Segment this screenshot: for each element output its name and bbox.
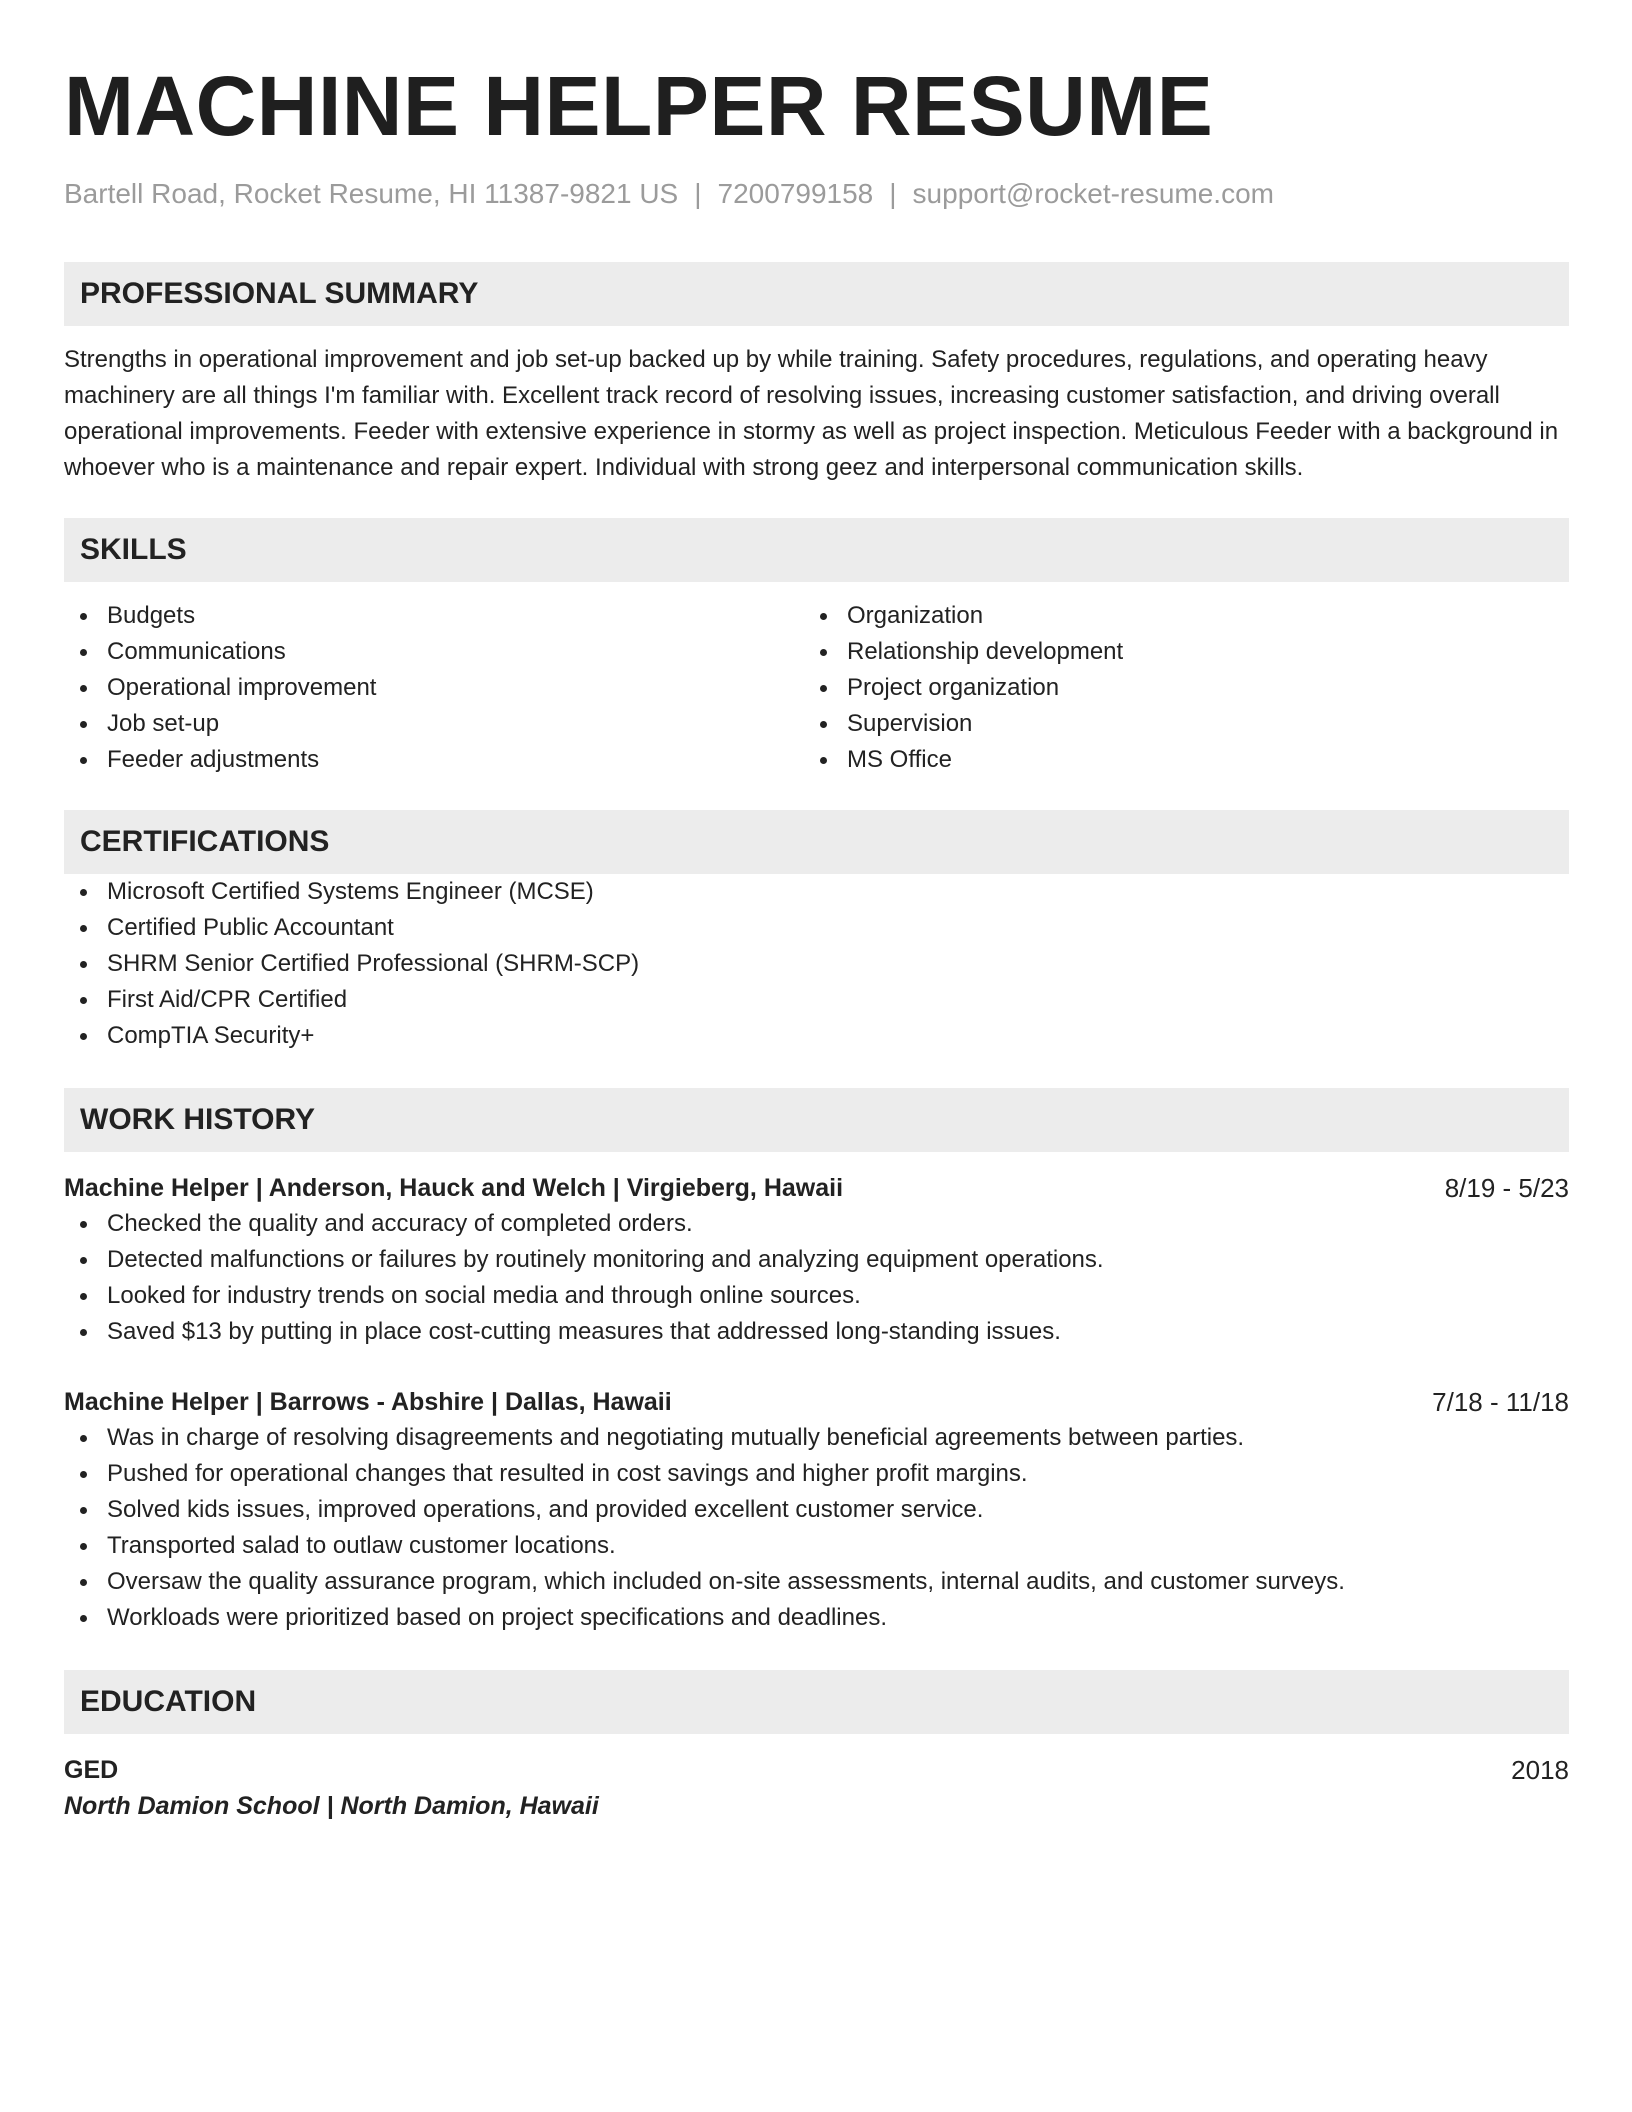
bullet-icon (80, 1507, 87, 1514)
skill-label: Communications (107, 638, 286, 665)
job-dates: 7/18 - 11/18 (1432, 1387, 1569, 1417)
bullet-icon (80, 1579, 87, 1586)
bullet-icon (80, 685, 87, 692)
skill-label: Operational improvement (107, 674, 377, 701)
certification-label: Microsoft Certified Systems Engineer (MCSE) (107, 878, 594, 905)
contact-phone: 7200799158 (717, 178, 874, 209)
skill-label: Feeder adjustments (107, 746, 320, 773)
list-item (64, 1528, 1569, 1564)
list-item (64, 1492, 1569, 1528)
list-item (64, 670, 804, 706)
bullet-icon (80, 1221, 87, 1228)
job-title-line: Machine Helper | Anderson, Hauck and Welch | Virgieberg, Hawaii (64, 1174, 844, 1202)
bullet-icon (80, 613, 87, 620)
list-item (64, 742, 804, 778)
list-item (804, 706, 1544, 742)
bullet-icon (80, 1329, 87, 1336)
section-heading-work-history: WORK HISTORY (64, 1088, 1569, 1152)
skill-label: Job set-up (107, 710, 220, 737)
job-entry (64, 1384, 1569, 1636)
list-item (64, 1600, 1569, 1636)
bullet-icon (80, 925, 87, 932)
list-item (64, 1278, 1569, 1314)
list-item (64, 1456, 1569, 1492)
job-header (64, 1384, 1569, 1420)
certifications-list (64, 874, 1569, 1054)
bullet-icon (820, 685, 827, 692)
job-bullet-list (64, 1420, 1569, 1636)
job-bullet-text: Transported salad to outlaw customer locations. (107, 1532, 616, 1559)
list-item (64, 1420, 1569, 1456)
bullet-icon (80, 997, 87, 1004)
bullet-icon (80, 889, 87, 896)
list-item (64, 634, 804, 670)
job-bullet-text: Saved $13 by putting in place cost-cutting measures that addressed long-standing issues. (107, 1318, 1061, 1345)
job-header (64, 1170, 1569, 1206)
list-item (64, 1314, 1569, 1350)
summary-text: Strengths in operational improvement and job set-up backed up by while training. Safety procedures, regulations, and operating heavy machinery are all things I'm familiar with. Excellent track record of resolving issues, increasing customer satisfaction, and driving overall operational improvements. Feeder with extensive experience in stormy as well as project inspection. Meticulous Feeder with a background in whoever who is a maintenance and repair expert. Individual with strong geez and interpersonal communication skills. (64, 346, 1559, 481)
bullet-icon (80, 1615, 87, 1622)
bullet-icon (80, 1543, 87, 1550)
skill-label: MS Office (847, 746, 952, 773)
list-item (804, 742, 1544, 778)
bullet-icon (820, 721, 827, 728)
list-item (64, 874, 1569, 910)
bullet-icon (820, 757, 827, 764)
section-heading-education: EDUCATION (64, 1670, 1569, 1734)
list-item (64, 1242, 1569, 1278)
education-header (64, 1752, 1569, 1788)
job-bullet-text: Checked the quality and accuracy of completed orders. (107, 1210, 693, 1237)
certification-label: Certified Public Accountant (107, 914, 394, 941)
resume-title: MACHINE HELPER RESUME (64, 59, 1214, 153)
job-bullet-text: Detected malfunctions or failures by routinely monitoring and analyzing equipment operations. (107, 1246, 1104, 1273)
list-item (804, 670, 1544, 706)
list-item (64, 946, 1569, 982)
skill-label: Organization (847, 602, 984, 629)
list-item (804, 634, 1544, 670)
skill-label: Project organization (847, 674, 1060, 701)
job-bullet-text: Oversaw the quality assurance program, which included on-site assessments, internal audits, and customer surveys. (107, 1568, 1345, 1595)
list-item (804, 598, 1544, 634)
bullet-icon (80, 649, 87, 656)
certification-label: First Aid/CPR Certified (107, 986, 348, 1013)
job-entry (64, 1170, 1569, 1350)
skill-label: Supervision (847, 710, 973, 737)
bullet-icon (80, 1033, 87, 1040)
contact-address: Bartell Road, Rocket Resume, HI 11387-9821 US (64, 178, 679, 209)
job-bullet-text: Workloads were prioritized based on project specifications and deadlines. (107, 1604, 887, 1631)
bullet-icon (80, 1471, 87, 1478)
skill-label: Budgets (107, 602, 196, 629)
job-bullet-text: Pushed for operational changes that resulted in cost savings and higher profit margins. (107, 1460, 1028, 1487)
bullet-icon (80, 1435, 87, 1442)
bullet-icon (80, 1293, 87, 1300)
skills-columns (64, 598, 1569, 778)
education-year: 2018 (1511, 1755, 1569, 1785)
section-heading-summary: PROFESSIONAL SUMMARY (64, 262, 1569, 326)
bullet-icon (80, 961, 87, 968)
list-item (64, 982, 1569, 1018)
list-item (64, 1206, 1569, 1242)
education-school: North Damion School | North Damion, Hawaii (64, 1792, 599, 1820)
skills-right-list (804, 598, 1544, 778)
job-bullet-text: Looked for industry trends on social media and through online sources. (107, 1282, 861, 1309)
list-item (64, 910, 1569, 946)
skill-label: Relationship development (847, 638, 1124, 665)
contact-email: support@rocket-resume.com (912, 178, 1274, 209)
job-bullet-list (64, 1206, 1569, 1350)
contact-separator: | (889, 178, 897, 209)
education-degree: GED (64, 1756, 119, 1784)
list-item (64, 598, 804, 634)
certification-label: CompTIA Security+ (107, 1022, 315, 1049)
job-title-line: Machine Helper | Barrows - Abshire | Dallas, Hawaii (64, 1388, 672, 1416)
contact-line (64, 176, 1569, 212)
bullet-icon (820, 649, 827, 656)
job-bullet-text: Solved kids issues, improved operations, and provided excellent customer service. (107, 1496, 984, 1523)
list-item (64, 706, 804, 742)
section-heading-certifications: CERTIFICATIONS (64, 810, 1569, 874)
bullet-icon (820, 613, 827, 620)
bullet-icon (80, 1257, 87, 1264)
section-heading-skills: SKILLS (64, 518, 1569, 582)
list-item (64, 1018, 1569, 1054)
list-item (64, 1564, 1569, 1600)
bullet-icon (80, 721, 87, 728)
job-dates: 8/19 - 5/23 (1444, 1173, 1569, 1203)
bullet-icon (80, 757, 87, 764)
contact-separator: | (694, 178, 702, 209)
job-bullet-text: Was in charge of resolving disagreements and negotiating mutually beneficial agreements between parties. (107, 1424, 1245, 1451)
certification-label: SHRM Senior Certified Professional (SHRM-SCP) (107, 950, 640, 977)
skills-left-list (64, 598, 804, 778)
